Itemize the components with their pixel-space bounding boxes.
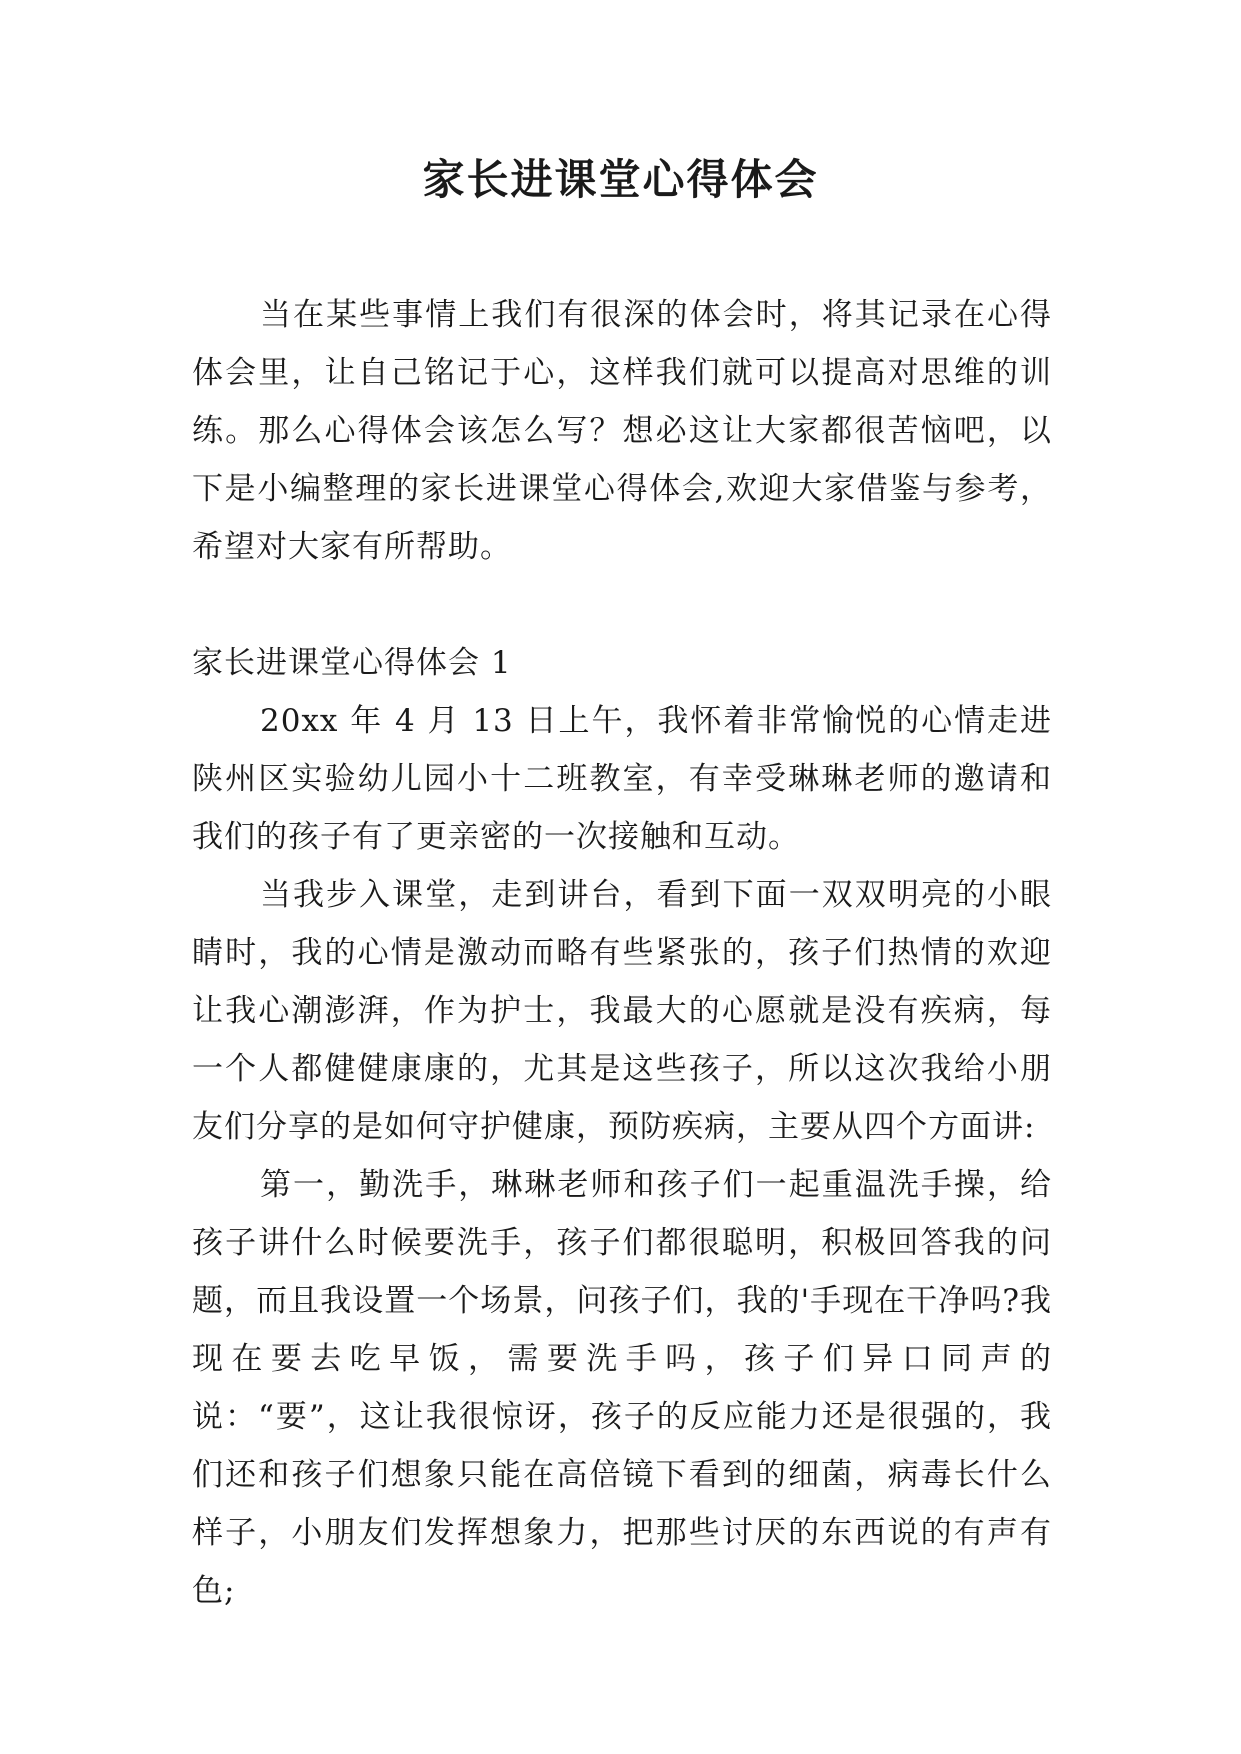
body-paragraph-3: 第一，勤洗手，琳琳老师和孩子们一起重温洗手操，给孩子讲什么时候要洗手，孩子们都很聪明，积极回答我的问题，而且我设置一个场景，问孩子们，我的'手现在干净吗?我现在要去吃早饭，需要洗手吗，孩子们异口同声的说：“要”，这让我很惊讶，孩子的反应能力还是很强的，我们还和孩子们想象只能在高倍镜下看到的细菌，病毒长什么样子，小朋友们发挥想象力，把那些讨厌的东西说的有声有色; bbox=[192, 1167, 1052, 1609]
body-paragraph-2: 当我步入课堂，走到讲台，看到下面一双双明亮的小眼睛时，我的心情是激动而略有些紧张的，孩子们热情的欢迎让我心潮澎湃，作为护士，我最大的心愿就是没有疾病，每一个人都健健康康的，尤其是这些孩子，所以这次我给小朋友们分享的是如何守护健康，预防疾病，主要从四个方面讲: bbox=[192, 877, 1052, 1145]
intro-paragraph: 当在某些事情上我们有很深的体会时，将其记录在心得体会里，让自己铭记于心，这样我们就可以提高对思维的训练。那么心得体会该怎么写？想必这让大家都很苦恼吧，以下是小编整理的家长进课堂心得体会,欢迎大家借鉴与参考，希望对大家有所帮助。 bbox=[192, 297, 1052, 565]
body-paragraph-1: 20xx 年 4 月 13 日上午，我怀着非常愉悦的心情走进陕州区实验幼儿园小十二班教室，有幸受琳琳老师的邀请和我们的孩子有了更亲密的一次接触和互动。 bbox=[192, 703, 1052, 855]
document-title: 家长进课堂心得体会 bbox=[422, 155, 819, 204]
section-heading: 家长进课堂心得体会 1 bbox=[192, 645, 512, 681]
